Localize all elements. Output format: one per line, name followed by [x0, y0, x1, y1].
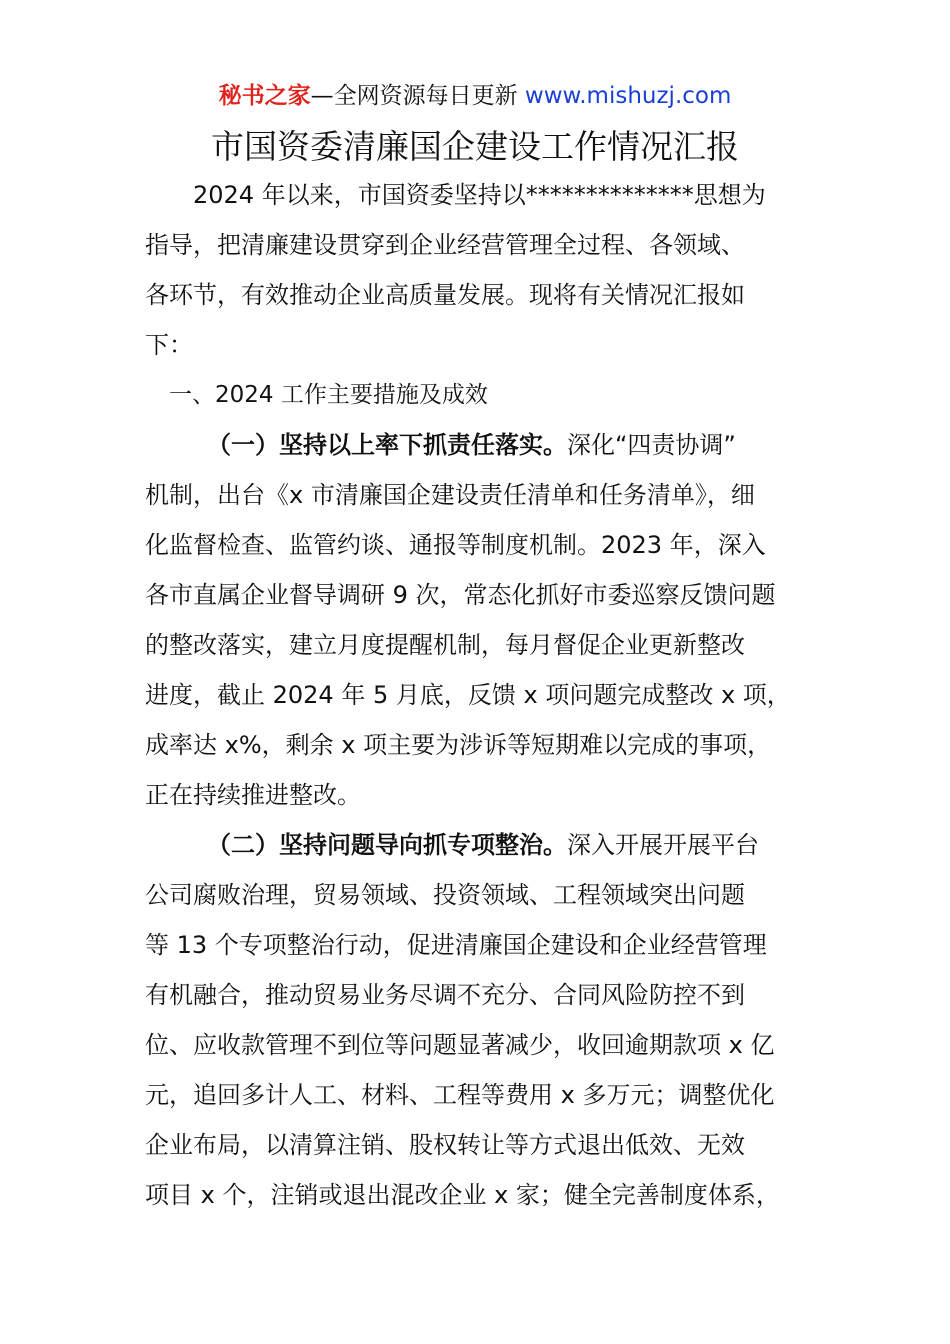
intro-line: 下：	[145, 331, 193, 359]
item1-line: 的整改落实，建立月度提醒机制，每月督促企业更新整改	[145, 631, 745, 659]
intro-line: 指导，把清廉建设贯穿到企业经营管理全过程、各领域、	[145, 231, 745, 259]
section-heading: 一、2024 工作主要措施及成效	[169, 382, 488, 408]
item1-line: 各市直属企业督导调研 9 次，常态化抓好市委巡察反馈问题	[145, 581, 776, 609]
site-brand: 秘书之家	[218, 83, 311, 109]
item2-first-line-rest: 深入开展开展平台	[567, 831, 759, 859]
intro-line: 各环节，有效推动企业高质量发展。现将有关情况汇报如	[145, 281, 745, 309]
item1-first-line	[145, 420, 815, 470]
item1-line: 进度，截止 2024 年 5 月底，反馈 x 项问题完成整改 x 项，	[145, 681, 791, 709]
item2-line: 位、应收款管理不到位等问题显著减少，收回逾期款项 x 亿	[145, 1031, 775, 1059]
item2-line: 项目 x 个，注销或退出混改企业 x 家；健全完善制度体系，	[145, 1181, 780, 1209]
document-title: 市国资委清廉国企建设工作情况汇报	[211, 127, 739, 166]
item1-line: 成率达 x%，剩余 x 项主要为涉诉等短期难以完成的事项，	[145, 731, 772, 759]
site-header	[0, 80, 950, 112]
site-url-link[interactable]: www.mishuzj.com	[524, 83, 732, 109]
item1-line: 机制，出台《x 市清廉国企建设责任清单和任务清单》，细	[145, 481, 755, 509]
item1-line: 正在持续推进整改。	[145, 781, 361, 809]
item2-line: 等 13 个专项整治行动，促进清廉国企建设和企业经营管理	[145, 931, 767, 959]
item2-line: 元，追回多计人工、材料、工程等费用 x 多万元；调整优化	[145, 1081, 775, 1109]
item1-first-line-rest: 深化“四责协调”	[567, 431, 736, 459]
item1-bold-lead: （一）坚持以上率下抓责任落实。	[207, 431, 567, 459]
item1-line: 化监督检查、监管约谈、通报等制度机制。2023 年，深入	[145, 531, 766, 559]
item2-line: 公司腐败治理，贸易领域、投资领域、工程领域突出问题	[145, 881, 745, 909]
site-tagline: —全网资源每日更新	[310, 83, 518, 109]
item2-bold-lead: （二）坚持问题导向抓专项整治。	[207, 831, 567, 859]
item2-line: 企业布局，以清算注销、股权转让等方式退出低效、无效	[145, 1131, 745, 1159]
intro-line: 2024 年以来，市国资委坚持以**************思想为	[193, 181, 766, 209]
item2-first-line	[145, 820, 815, 870]
item2-line: 有机融合，推动贸易业务尽调不充分、合同风险防控不到	[145, 981, 745, 1009]
document-body	[145, 170, 815, 1220]
